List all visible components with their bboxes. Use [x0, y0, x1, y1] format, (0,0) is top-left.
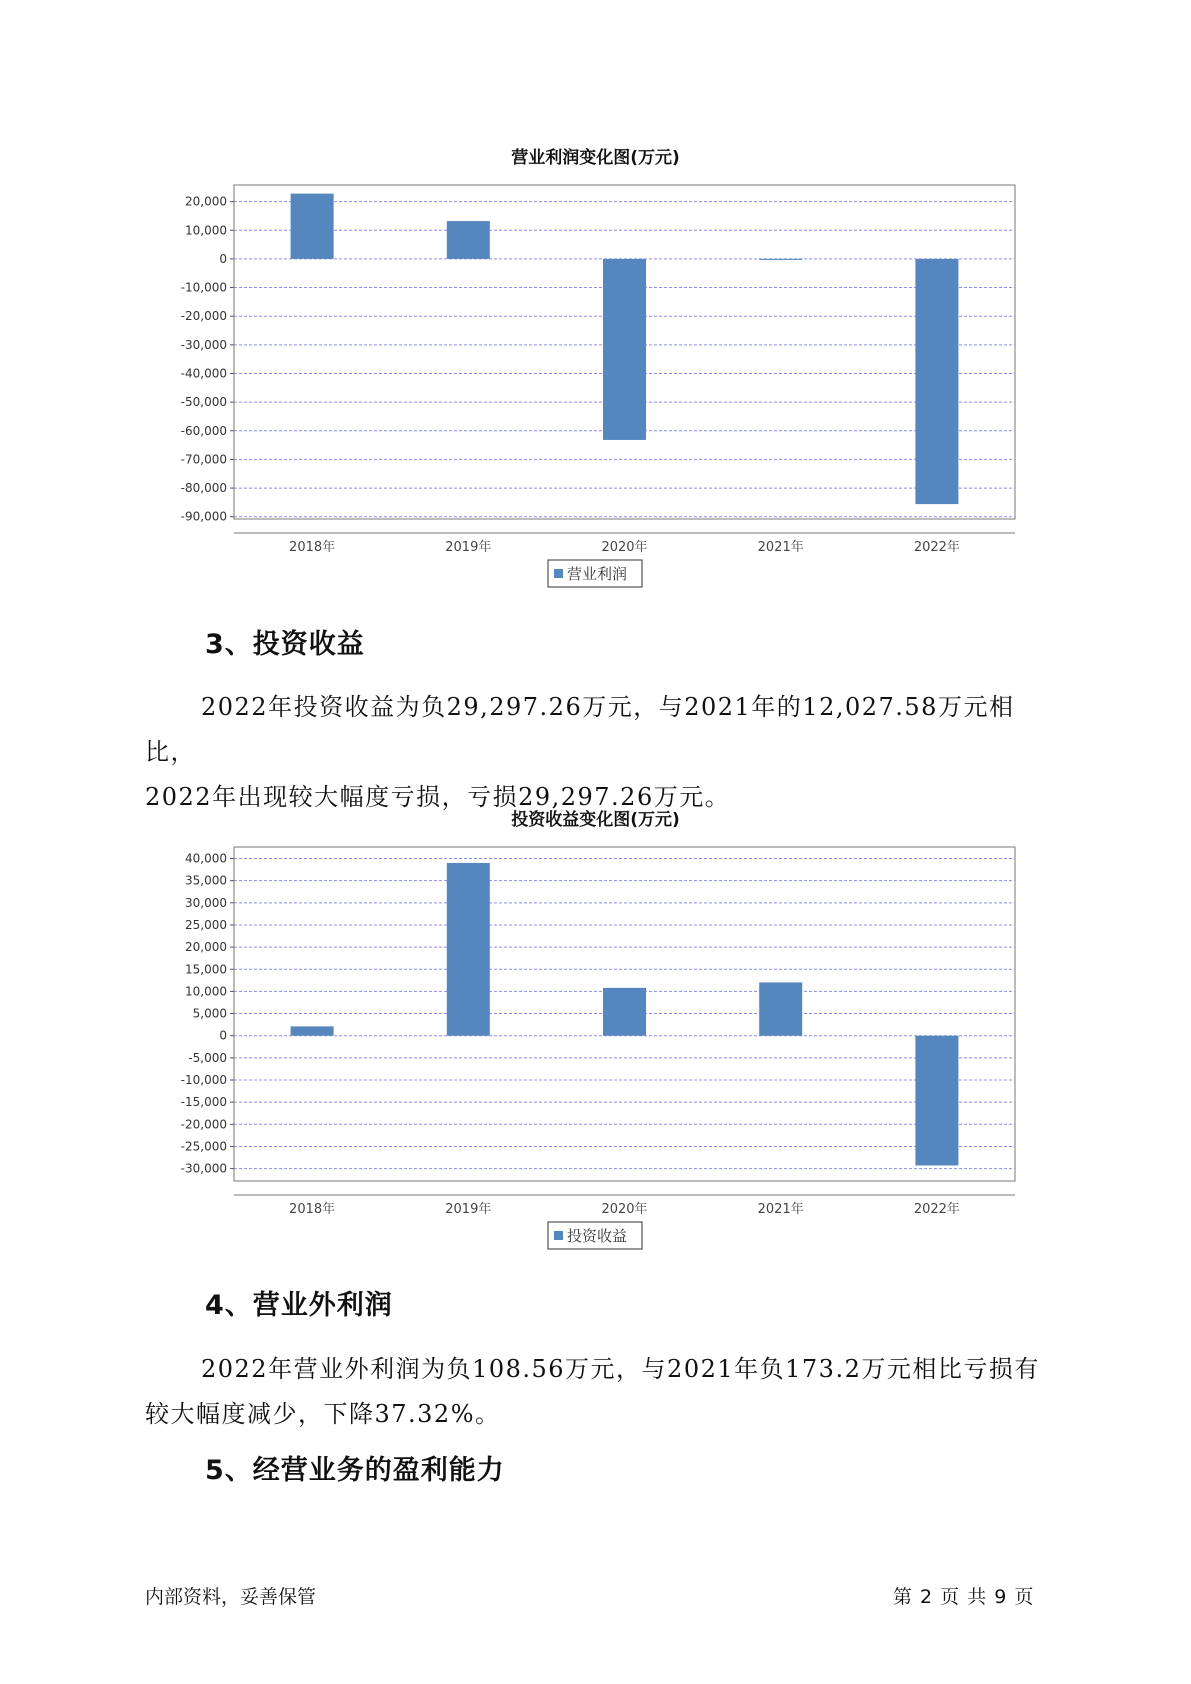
chart1-bar-2019年	[447, 221, 490, 259]
investment-income-chart	[0, 832, 1191, 1252]
chart2-ytick-label: -30,000	[180, 1161, 227, 1176]
chart1-category-label: 2020年	[601, 540, 648, 555]
chart1-category-label: 2019年	[445, 540, 492, 555]
chart1-category-label: 2022年	[913, 540, 960, 555]
chart2-bar-2018年	[291, 1026, 334, 1035]
chart2-ytick-label: 0	[219, 1028, 227, 1043]
chart1-bar-2020年	[603, 259, 646, 440]
section-4-line-2: 较大幅度减少，下降37.32%。	[145, 1400, 501, 1428]
chart2-category-label: 2022年	[913, 1202, 960, 1217]
section-4-line-1: 2022年营业外利润为负108.56万元，与2021年负173.2万元相比亏损有	[201, 1355, 1040, 1383]
chart1-title: 营业利润变化图(万元)	[511, 148, 680, 168]
chart1-category-label: 2021年	[757, 540, 804, 555]
chart1-ytick-label: -50,000	[180, 395, 227, 410]
chart2-ytick-label: 30,000	[185, 895, 227, 910]
section-5-heading: 5、经营业务的盈利能力	[205, 1455, 505, 1486]
chart1-ytick-label: -40,000	[180, 366, 227, 381]
chart2-ytick-label: -10,000	[180, 1073, 227, 1088]
section-4-paragraph	[145, 1347, 1065, 1437]
chart2-bar-2021年	[759, 982, 802, 1035]
chart1-ytick-label: -60,000	[180, 423, 227, 438]
chart2-category-label: 2018年	[289, 1202, 336, 1217]
chart2-ytick-label: 25,000	[185, 917, 227, 932]
section-3-line-2: 2022年出现较大幅度亏损，亏损29,297.26万元。	[145, 783, 731, 811]
footer-page-number: 第 2 页 共 9 页	[893, 1586, 1035, 1608]
chart2-ytick-label: -15,000	[180, 1095, 227, 1110]
chart2-ytick-label: 40,000	[185, 851, 227, 866]
chart1-bar-2022年	[915, 259, 958, 504]
chart2-category-label: 2020年	[601, 1202, 648, 1217]
chart1-ytick-label: -90,000	[180, 509, 227, 524]
chart2-bar-2020年	[603, 988, 646, 1036]
chart2-ytick-label: 15,000	[185, 962, 227, 977]
chart1-ytick-label: 0	[219, 251, 227, 266]
chart2-ytick-label: -25,000	[180, 1139, 227, 1154]
chart2-ytick-label: 35,000	[185, 873, 227, 888]
chart2-title: 投资收益变化图(万元)	[511, 810, 680, 830]
section-3-heading: 3、投资收益	[205, 629, 365, 660]
chart1-ytick-label: -20,000	[180, 309, 227, 324]
chart1-ytick-label: -70,000	[180, 452, 227, 467]
chart2-legend-label: 投资收益	[567, 1227, 628, 1245]
chart2-ytick-label: -20,000	[180, 1117, 227, 1132]
chart1-ytick-label: 20,000	[185, 194, 227, 209]
chart2-category-label: 2019年	[445, 1202, 492, 1217]
chart1-bar-2021年	[759, 259, 802, 260]
footer-confidential: 内部资料，妥善保管	[145, 1586, 317, 1608]
chart1-bar-2018年	[291, 194, 334, 259]
section-3-paragraph	[145, 685, 1065, 820]
section-3-line-1: 2022年投资收益为负29,297.26万元，与2021年的12,027.58万元相比，	[145, 693, 1015, 766]
chart2-category-label: 2021年	[757, 1202, 804, 1217]
operating-profit-chart	[0, 170, 1191, 590]
chart2-ytick-label: -5,000	[188, 1050, 227, 1065]
chart2-ytick-label: 5,000	[192, 1006, 227, 1021]
chart1-ytick-label: -80,000	[180, 481, 227, 496]
chart2-bar-2022年	[915, 1036, 958, 1166]
chart1-ytick-label: -10,000	[180, 280, 227, 295]
chart1-ytick-label: 10,000	[185, 223, 227, 238]
chart1-legend-swatch	[554, 569, 563, 578]
chart2-ytick-label: 10,000	[185, 984, 227, 999]
chart1-category-label: 2018年	[289, 540, 336, 555]
chart2-bar-2019年	[447, 863, 490, 1036]
chart1-ytick-label: -30,000	[180, 337, 227, 352]
chart1-legend-label: 营业利润	[567, 565, 628, 583]
chart2-ytick-label: 20,000	[185, 940, 227, 955]
chart2-legend-swatch	[554, 1231, 563, 1240]
section-4-heading: 4、营业外利润	[205, 1290, 393, 1321]
